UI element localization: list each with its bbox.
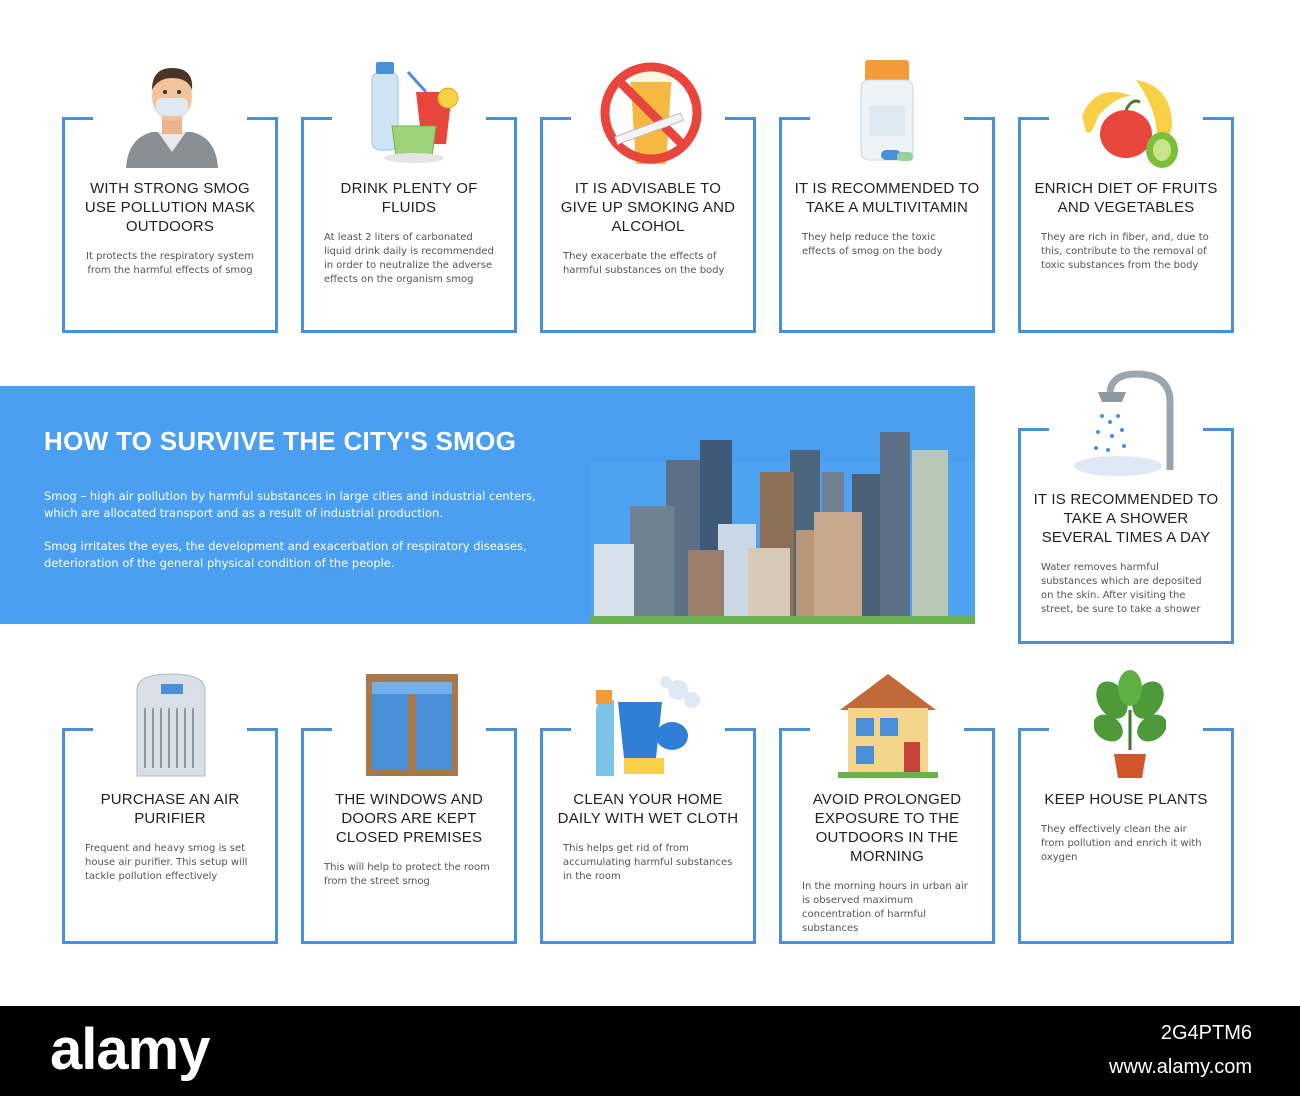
tip-description: They are rich in fiber, and, due to this, contribute to the removal of toxic substances from the body — [1041, 232, 1209, 271]
tip-title: IT IS ADVISABLE TO GIVE UP SMOKING AND ALCOHOL — [560, 180, 736, 235]
tip-title: IT IS RECOMMENDED TO TAKE A MULTIVITAMIN — [794, 180, 980, 216]
tip-title: CLEAN YOUR HOME DAILY WITH WET CLOTH — [557, 791, 739, 827]
tip-title: KEEP HOUSE PLANTS — [1044, 791, 1208, 808]
tip-description: It protects the respiratory system from the harmful effects of smog — [86, 251, 254, 276]
shower-icon — [1072, 370, 1182, 478]
smog-banner — [0, 386, 975, 624]
fruits-icon — [1076, 76, 1186, 172]
tip-description: They effectively clean the air from pollution and enrich it with oxygen — [1041, 824, 1202, 863]
tip-title: AVOID PROLONGED EXPOSURE TO THE OUTDOORS IN THE MORNING — [812, 791, 962, 865]
house-icon — [838, 670, 938, 778]
site-url: www.alamy.com — [1109, 1056, 1252, 1078]
image-code: 2G4PTM6 — [1160, 1022, 1252, 1044]
cleaning-supplies-icon — [594, 672, 704, 778]
tip-description: They help reduce the toxic effects of smog on the body — [802, 232, 943, 257]
tip-title: ENRICH DIET OF FRUITS AND VEGETABLES — [1034, 180, 1218, 216]
tip-title: PURCHASE AN AIR PURIFIER — [100, 791, 240, 827]
air-purifier-icon — [133, 672, 209, 778]
tip-description: In the morning hours in urban air is observed maximum concentration of harmful substances — [802, 881, 968, 934]
tip-description: At least 2 liters of carbonated liquid drink daily is recommended in order to neutralize the adverse effects on the organism smog — [324, 232, 494, 285]
tip-description: They exacerbate the effects of harmful substances on the body — [563, 251, 725, 276]
drinks-icon — [362, 58, 462, 166]
city-skyline-illustration — [590, 426, 975, 624]
tip-title: WITH STRONG SMOG USE POLLUTION MASK OUTDOORS — [84, 180, 256, 235]
tip-description: This will help to protect the room from the street smog — [324, 862, 490, 887]
window-icon — [364, 672, 460, 778]
tip-description: This helps get rid of from accumulating harmful substances in the room — [563, 843, 733, 882]
masked-man-icon — [122, 60, 222, 168]
banner-paragraph: Smog irritates the eyes, the development and exacerbation of respiratory diseases, deterioration of the general physical condition of the people. — [44, 539, 527, 570]
tip-title: IT IS RECOMMENDED TO TAKE A SHOWER SEVERAL TIMES A DAY — [1033, 491, 1219, 546]
house-plant-icon — [1094, 670, 1166, 780]
stock-footer — [0, 1006, 1300, 1096]
tip-description: Water removes harmful substances which are deposited on the skin. After visiting the street, be sure to take a shower — [1041, 562, 1202, 615]
tip-description: Frequent and heavy smog is set house air purifier. This setup will tackle pollution effectively — [85, 843, 248, 882]
banner-paragraph: Smog – high air pollution by harmful substances in large cities and industrial centers, which are allocated transport and as a result of industrial production. — [44, 489, 536, 520]
vitamin-bottle-icon — [855, 58, 925, 168]
tip-title: THE WINDOWS AND DOORS ARE KEPT CLOSED PREMISES — [335, 791, 483, 846]
tip-title: DRINK PLENTY OF FLUIDS — [340, 180, 478, 216]
no-smoking-alcohol-icon — [596, 58, 706, 168]
banner-title: HOW TO SURVIVE THE CITY'S SMOG — [44, 426, 517, 456]
alamy-logo: alamy — [50, 1017, 210, 1082]
